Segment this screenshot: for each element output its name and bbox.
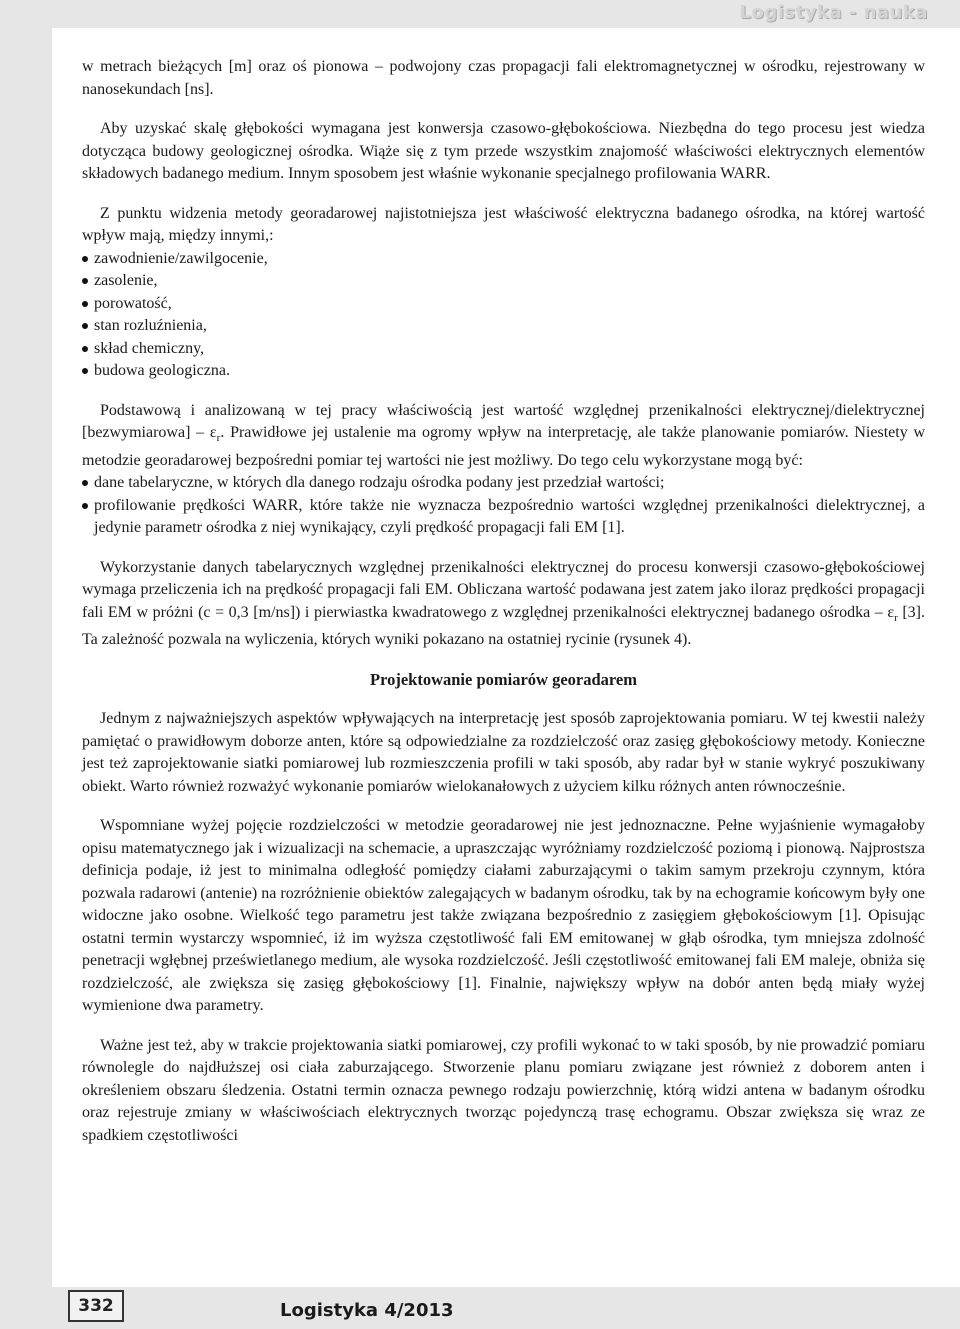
- list-item: zawodnienie/zawilgocenie,: [82, 248, 925, 271]
- page-number: 332: [68, 1290, 124, 1322]
- paragraph-1: w metrach bieżących [m] oraz oś pionowa – podwojony czas propagacji fali elektromagnetycznej w ośrodku, rejestrowany w nanosekundach [ns].: [82, 58, 925, 98]
- footer-bar: [0, 1287, 960, 1329]
- list-item: profilowanie prędkości WARR, które także nie wyznacza bezpośrednio wartości względnej przenikalności dielektrycznej, a jedynie parametr ośrodka z niej wynikający, czyli prędkość propagacji fali EM [1].: [82, 495, 925, 540]
- methods-list: [82, 472, 925, 540]
- list-item: dane tabelaryczne, w których dla danego rodzaju ośrodka podany jest przedział wartości;: [82, 472, 925, 495]
- header-bar: [0, 0, 960, 28]
- left-margin-strip: [0, 28, 52, 1329]
- paragraph-4-text-b: . Prawidłowe jej ustalenie ma ogromy wpływ na interpretację, ale także planowanie pomiarów. Niestety w metodzie georadarowej bezpośredni pomiar tej wartości nie jest możliwy. Do tego celu wykorzystane mogą być:: [82, 424, 926, 469]
- paragraph-6: Jednym z najważniejszych aspektów wpływających na interpretację jest sposób zaprojektowania pomiaru. W tej kwestii należy pamiętać o prawidłowym doborze anten, które są odpowiedzialne za rozdzielczość oraz zasięg głębokościowy metody. Konieczne jest też zaprojektowanie siatki pomiarowej lub rozmieszczenia profili w taki sposób, aby radar był w stanie wykryć poszukiwany obiekt. Warto również rozważyć wykonanie pomiarów wielokanałowych z użyciem kilku różnych anten równocześnie.: [82, 710, 925, 795]
- epsilon-subscript: r: [894, 611, 898, 624]
- running-header-title: Logistyka - nauka: [739, 2, 928, 23]
- properties-list: [82, 248, 925, 383]
- section-heading: Projektowanie pomiarów georadarem: [369, 669, 637, 689]
- journal-footer-title: Logistyka 4/2013: [280, 1300, 454, 1321]
- paragraph-5: [82, 557, 925, 652]
- paragraph-7: Wspomniane wyżej pojęcie rozdzielczości w metodzie georadarowej nie jest jednoznaczne. Pełne wyjaśnienie wymagałoby opisu matematycznego jak i wizualizacji na schemacie, a upraszczając wyróżniamy rozdzielczość poziomą i pionową. Najprostsza definicja podaje, iż jest to minimalna odległość pomiędzy ciałami zaburzającymi o takim samym przekroju czynnym, która pozwala radarowi (antenie) na rozróżnienie obiektów zalegających w badanym ośrodku, tak by na echogramie końcowym były one widoczne jako osobne. Wielkość tego parametru jest także związana bezpośrednio z zasięgiem głębokościowym [1]. Opisując ostatni termin wystarczy wspomnieć, iż im wyższa częstotliwość fali EM emitowanej w głąb ośrodka, tym mniejsza zdolność penetracji wgłębnej prześwietlanego medium, ale wysoka rozdzielczość. Jeśli częstotliwość emitowanej fali EM maleje, obniża się rozdzielczość, ale zwiększa się zasięg głębokościowy [1]. Finalnie, największy wpływ na dobór anten będą miały wyżej wymienione dwa parametry.: [82, 817, 925, 1015]
- list-item: zasolenie,: [82, 270, 925, 293]
- list-item: porowatość,: [82, 293, 925, 316]
- article-body: [82, 56, 925, 1147]
- paragraph-5-text-a: Wykorzystanie danych tabelarycznych względnej przenikalności elektrycznej do procesu konwersji czasowo-głębokościowej wymaga przeliczenia ich na prędkość propagacji fali EM. Obliczana wartość podawana jest zatem jako iloraz prędkości propagacji fali EM w próżni (c = 0,3 [m/ns]) i pierwiastka kwadratowego z względnej przenikalności elektrycznej badanego ośrodka – ε: [82, 558, 925, 621]
- list-item: budowa geologiczna.: [82, 360, 925, 383]
- paragraph-5-text-b: [3]. Ta zależność pozwala na wyliczenia, których wyniki pokazano na ostatniej rycinie (rysunek 4).: [82, 603, 925, 649]
- paragraph-8: Ważne jest też, aby w trakcie projektowania siatki pomiarowej, czy profili wykonać to w taki sposób, by nie prowadzić pomiaru równolegle do najdłuższej osi ciała zaburzającego. Stworzenie planu pomiaru związane jest również z doborem anten i określeniem obszaru śledzenia. Ostatni termin oznacza pewnego rodzaju powierzchnię, którą widzi antena w badanym ośrodku oraz rejestruje zmiany w właściwościach elektrycznych tworząc pojedynczą trasę echogramu. Obszar zwiększa się wraz ze spadkiem częstotliwości: [82, 1036, 925, 1144]
- list-item: skład chemiczny,: [82, 338, 925, 361]
- paragraph-4-text-a: Podstawową i analizowaną w tej pracy właściwością jest wartość względnej przenikalności elektrycznej/dielektrycznej [bezwymiarowa] – ε: [82, 401, 925, 441]
- paragraph-4: [82, 400, 925, 473]
- paragraph-3: Z punktu widzenia metody georadarowej najistotniejsza jest właściwość elektryczna badanego ośrodka, na której wartość wpływ mają, między innymi,:: [82, 204, 925, 244]
- paragraph-2: Aby uzyskać skalę głębokości wymagana jest konwersja czasowo-głębokościowa. Niezbędna do tego procesu jest wiedza dotycząca budowy geologicznej ośrodka. Wiąże się z tym przede wszystkim znajomość właściwości elektrycznych elementów składowych badanego medium. Innym sposobem jest właśnie wykonanie specjalnego profilowania WARR.: [82, 120, 925, 182]
- epsilon-subscript: r: [216, 432, 221, 445]
- list-item: stan rozluźnienia,: [82, 315, 925, 338]
